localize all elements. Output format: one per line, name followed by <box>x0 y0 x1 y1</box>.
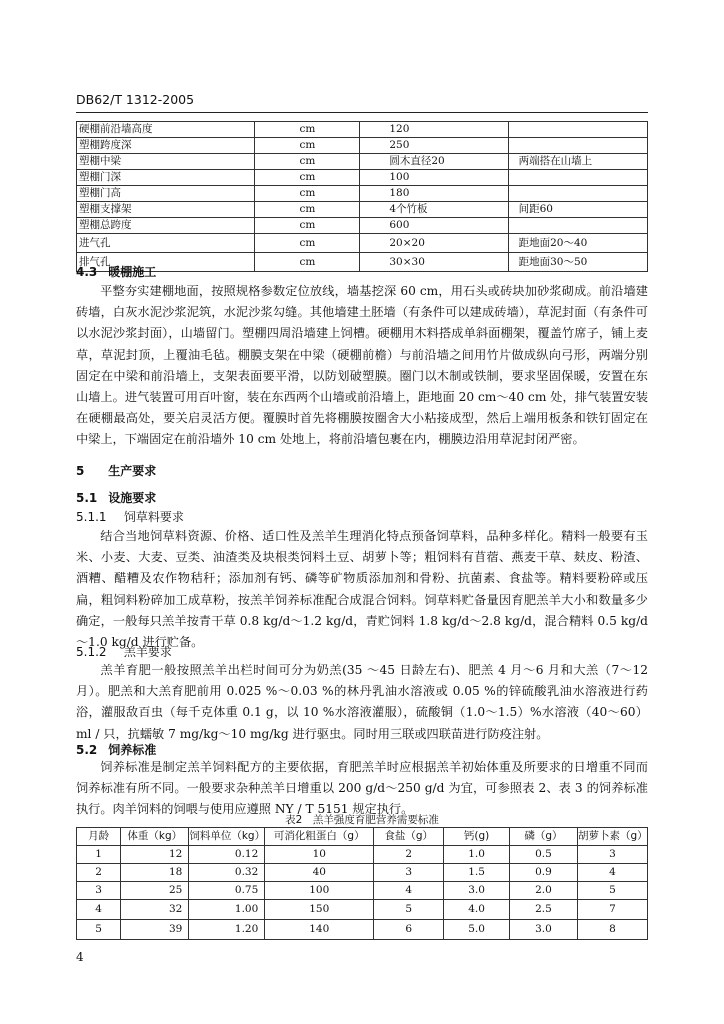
section-title: 设施要求 <box>108 491 157 505</box>
nutrition-table-cell: 3 <box>374 864 444 882</box>
nutrition-table-cell: 100 <box>265 882 374 900</box>
nutrition-table-cell: 0.9 <box>509 864 577 882</box>
nutrition-table-row <box>77 920 648 940</box>
section-title: 饲草料要求 <box>123 510 184 524</box>
nutrition-table-cell: 4 <box>577 864 647 882</box>
nutrition-table-cell: 2.5 <box>509 900 577 920</box>
section-4-3-heading <box>76 263 156 280</box>
spec-table-cell: 硬棚前沿墙高度 <box>77 122 255 138</box>
nutrition-table-cell: 0.32 <box>189 864 265 882</box>
nutrition-table-cell: 1.5 <box>444 864 510 882</box>
standard-code: DB62/T 1312-2005 <box>76 92 195 107</box>
spec-table-cell <box>508 122 647 138</box>
section-number: 5.1.1 <box>76 510 107 524</box>
nutrition-table-cell: 0.12 <box>189 846 265 864</box>
nutrition-table-cell: 12 <box>121 846 189 864</box>
spec-table-cell: 间距60 <box>508 202 647 218</box>
header-rule <box>76 112 648 113</box>
nutrition-table-header-cell: 饲料单位（kg） <box>189 828 265 846</box>
nutrition-table-cell: 1 <box>77 846 121 864</box>
spec-table-cell: 塑棚跨度深 <box>77 138 255 154</box>
nutrition-table <box>76 827 648 940</box>
section-5-1-1-heading <box>76 508 184 525</box>
nutrition-table-cell: 140 <box>265 920 374 940</box>
section-5-1-2-paragraph <box>76 660 648 745</box>
paragraph-text: 平整夯实建棚地面，按照规格参数定位放线，墙基挖深 60 cm，用石头或砖块加砂浆砌成。前沿墙建砖墙，白灰水泥沙浆泥筑，水泥沙浆勾缝。其他墙建土胚墙（有条件可以建成砖墙），草泥封面（有条件可以水泥沙浆封面），山墙留门。塑棚四周沿墙建上饲槽。硬棚用木料搭成单斜面棚架，覆盖竹席子，铺上麦草，草泥封顶，上覆油毛毡。棚膜支架在中梁（硬棚前檐）与前沿墙之间用竹片做成纵向弓形，两端分别固定在中梁和前沿墙上，支架表面要平滑，以防划破塑膜。圈门以木制或铁制，要求坚固保暖，安置在东山墙上。进气装置可用百叶窗，装在东西两个山墙或前沿墙上，距地面 20 cm～40 cm 处，排气装置安装在硬棚最高处，要关启灵活方便。覆膜时首先将棚膜按圈舍大小粘接成型，然后上端用板条和铁钉固定在中梁上，下端固定在前沿墙外 10 cm 处地上，将前沿墙包裹在内，棚膜边沿用草泥封闭严密。 <box>76 284 648 447</box>
spec-table-row <box>77 202 648 218</box>
nutrition-table-cell: 25 <box>121 882 189 900</box>
nutrition-table-cell: 2 <box>374 846 444 864</box>
nutrition-table-cell: 3 <box>77 882 121 900</box>
spec-table-cell: 进气孔 <box>77 234 255 253</box>
nutrition-table-cell: 3.0 <box>509 920 577 940</box>
spec-table-cell: 20×20 <box>360 234 508 253</box>
section-number: 5.1 <box>76 491 98 505</box>
section-5-1-2-heading <box>76 643 172 660</box>
nutrition-table-cell: 0.75 <box>189 882 265 900</box>
section-title: 暖棚施工 <box>108 265 157 279</box>
nutrition-table-row <box>77 882 648 900</box>
nutrition-table-cell: 32 <box>121 900 189 920</box>
spec-table-cell: 600 <box>360 218 508 234</box>
spec-table-cell: 120 <box>360 122 508 138</box>
nutrition-table-header <box>77 828 648 846</box>
nutrition-table-cell: 5.0 <box>444 920 510 940</box>
nutrition-table-header-cell: 体重（kg） <box>121 828 189 846</box>
nutrition-table-cell: 1.0 <box>444 846 510 864</box>
section-5-2-heading <box>76 741 156 758</box>
nutrition-table-row <box>77 846 648 864</box>
spec-table-row <box>77 170 648 186</box>
section-5-1-1-paragraph <box>76 526 648 653</box>
spec-table-row <box>77 154 648 170</box>
spec-table-row <box>77 218 648 234</box>
section-5-1-heading <box>76 489 156 506</box>
nutrition-table-row <box>77 900 648 920</box>
nutrition-table-cell: 3.0 <box>444 882 510 900</box>
spec-table-body <box>77 122 648 272</box>
spec-table-row <box>77 234 648 253</box>
nutrition-table-cell: 150 <box>265 900 374 920</box>
nutrition-table-cell: 10 <box>265 846 374 864</box>
nutrition-table-cell: 6 <box>374 920 444 940</box>
spec-table <box>76 121 648 272</box>
spec-table-cell: cm <box>255 234 360 253</box>
nutrition-table-cell: 5 <box>577 882 647 900</box>
section-number: 5.1.2 <box>76 645 107 659</box>
spec-table-cell: 100 <box>360 170 508 186</box>
paragraph-text: 羔羊育肥一般按照羔羊出栏时间可分为奶羔(35 ～45 日龄左右)、肥羔 4 月～6 月和大羔（7～12 月）。肥羔和大羔育肥前用 0.025 %～0.03 %的林丹乳油水溶液或 0.05 %的锌硫酸乳油水溶液进行药浴，灌服敌百虫（每千克体重 0.1 g，以 10 %水溶液灌服），硫酸铜（1.0～1.5）%水溶液（40～60）ml / 只，抗蠕敏 7 mg/kg～10 mg/kg 进行驱虫。同时用三联或四联苗进行防疫注射。 <box>76 663 648 741</box>
spec-table-cell: cm <box>255 186 360 202</box>
spec-table-row <box>77 122 648 138</box>
spec-table-cell: cm <box>255 202 360 218</box>
section-4-3-paragraph <box>76 281 648 451</box>
table-2-caption: 表2 羔羊强度育肥营养需要标准 <box>285 814 439 826</box>
nutrition-table-cell: 3 <box>577 846 647 864</box>
page-number: 4 <box>76 950 84 964</box>
spec-table-cell: 距地面20～40 <box>508 234 647 253</box>
nutrition-table-cell: 4.0 <box>444 900 510 920</box>
nutrition-table-header-cell: 月龄 <box>77 828 121 846</box>
spec-table-cell: 30×30 <box>360 253 508 272</box>
nutrition-table-header-cell: 钙(g) <box>444 828 510 846</box>
spec-table-cell: 塑棚门深 <box>77 170 255 186</box>
spec-table-cell <box>508 170 647 186</box>
nutrition-table-body <box>77 846 648 940</box>
spec-table-cell: 180 <box>360 186 508 202</box>
nutrition-table-header-cell: 磷（g） <box>509 828 577 846</box>
section-title: 羔羊要求 <box>123 645 172 659</box>
nutrition-table-header-cell: 可消化粗蛋白（g） <box>265 828 374 846</box>
section-title: 饲养标准 <box>108 743 157 757</box>
spec-table-cell: 两端搭在山墙上 <box>508 154 647 170</box>
spec-table-cell: 距地面30～50 <box>508 253 647 272</box>
nutrition-table-header-cell: 胡萝卜素（g） <box>577 828 647 846</box>
spec-table-cell: 塑棚门高 <box>77 186 255 202</box>
nutrition-table-cell: 4 <box>77 900 121 920</box>
spec-table-cell: cm <box>255 170 360 186</box>
section-number: 5 <box>76 464 85 478</box>
section-number: 5.2 <box>76 743 98 757</box>
spec-table-row <box>77 253 648 272</box>
nutrition-table-row <box>77 864 648 882</box>
spec-table-cell: 塑棚中梁 <box>77 154 255 170</box>
nutrition-table-cell: 4 <box>374 882 444 900</box>
spec-table-cell: cm <box>255 218 360 234</box>
nutrition-table-cell: 2.0 <box>509 882 577 900</box>
nutrition-table-cell: 1.20 <box>189 920 265 940</box>
section-title: 生产要求 <box>108 464 157 478</box>
spec-table-cell: 圆木直径20 <box>360 154 508 170</box>
nutrition-table-cell: 2 <box>77 864 121 882</box>
nutrition-table-cell: 7 <box>577 900 647 920</box>
spec-table-row <box>77 186 648 202</box>
paragraph-text: 结合当地饲草料资源、价格、适口性及羔羊生理消化特点预备饲草料，品种多样化。精料一般要有玉米、小麦、大麦、豆类、油渣类及块根类饲料土豆、胡萝卜等；粗饲料有苜蓿、燕麦干草、麸皮、粉渣、酒糟、醋糟及农作物秸秆；添加剂有钙、磷等矿物质添加剂和骨粉、抗菌素、食盐等。精料要粉碎或压扁，粗饲料粉碎加工成草粉，按羔羊饲养标准配合成混合饲料。饲草料贮备量因育肥羔羊大小和数量多少确定，一般每只羔羊按青干草 0.8 kg/d～1.2 kg/d，青贮饲料 1.8 kg/d～2.8 kg/d，混合精料 0.5 kg/d～1.0 kg/d 进行贮备。 <box>76 529 648 650</box>
spec-table-cell: cm <box>255 253 360 272</box>
nutrition-table-cell: 1.00 <box>189 900 265 920</box>
spec-table-cell <box>508 138 647 154</box>
spec-table-cell: cm <box>255 122 360 138</box>
spec-table-cell: 排气孔 <box>77 253 255 272</box>
spec-table-cell <box>508 186 647 202</box>
spec-table-cell: cm <box>255 154 360 170</box>
nutrition-table-cell: 5 <box>374 900 444 920</box>
spec-table-cell: 塑棚总跨度 <box>77 218 255 234</box>
nutrition-table-cell: 5 <box>77 920 121 940</box>
nutrition-table-cell: 0.5 <box>509 846 577 864</box>
spec-table-cell <box>508 218 647 234</box>
nutrition-table-cell: 8 <box>577 920 647 940</box>
spec-table-cell: 塑棚支撑架 <box>77 202 255 218</box>
spec-table-cell: 250 <box>360 138 508 154</box>
spec-table-cell: cm <box>255 138 360 154</box>
nutrition-table-cell: 18 <box>121 864 189 882</box>
spec-table-cell: 4个竹板 <box>360 202 508 218</box>
paragraph-text: 饲养标准是制定羔羊饲料配方的主要依据，育肥羔羊时应根据羔羊初始体重及所要求的日增重不同而饲养标准有所不同。一般要求杂种羔羊日增重以 200 g/d～250 g/d 为宜，可参照表 2、表 3 的饲养标准执行。肉羊饲料的饲喂与使用应遵照 NY / T 5151 规定执行。 <box>76 760 648 817</box>
section-number: 4.3 <box>76 265 98 279</box>
nutrition-table-header-cell: 食盐（g） <box>374 828 444 846</box>
nutrition-table-cell: 40 <box>265 864 374 882</box>
section-5-heading <box>76 462 156 479</box>
spec-table-row <box>77 138 648 154</box>
nutrition-table-cell: 39 <box>121 920 189 940</box>
